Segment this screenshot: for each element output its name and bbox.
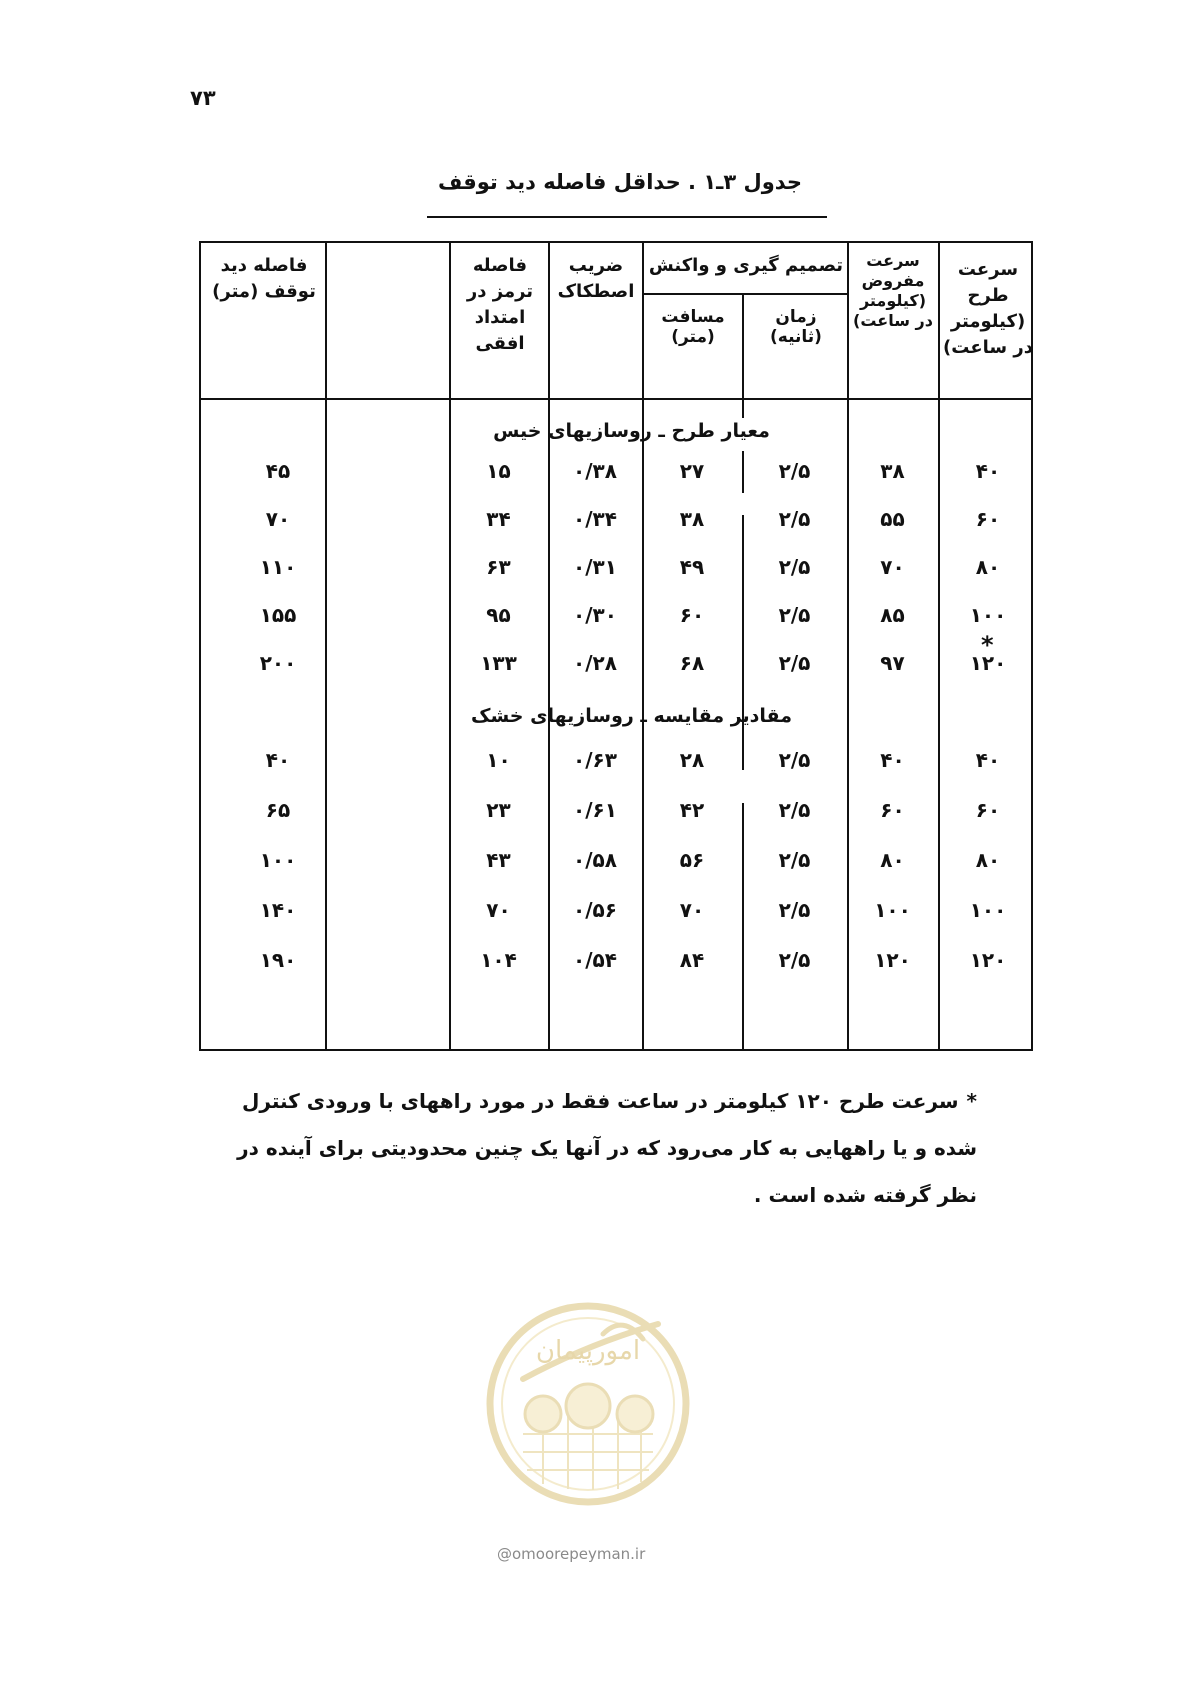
cell-design-speed: ۸۰ (975, 555, 1001, 579)
cell-braking: ۴۳ (486, 848, 511, 872)
cell-distance: ۳۸ (679, 507, 705, 531)
cell-braking: ۱۰ (486, 748, 511, 772)
cell-design-speed: ۶۰ (975, 507, 1001, 531)
cell-distance: ۵۶ (679, 848, 705, 872)
cell-design-speed: ۶۰ (975, 798, 1001, 822)
header-perception-reaction: تصمیم گیری و واکنش (648, 255, 844, 276)
cell-design-speed: ۱۰۰ (969, 898, 1007, 922)
header-sight-distance: فاصله دید توقف (متر) (212, 255, 316, 303)
footnote (232, 1078, 977, 1219)
cell-friction: ۰/۵۶ (573, 898, 617, 922)
table-row (201, 793, 1031, 827)
cell-sight-distance: ۱۰۰ (259, 848, 297, 872)
cell-sight-distance: ۷۰ (265, 507, 291, 531)
cell-assumed-speed: ۶۰ (880, 798, 905, 822)
cell-assumed-speed: ۳۸ (880, 459, 905, 483)
cell-sight-distance: ۱۱۰ (259, 555, 297, 579)
table-row (201, 502, 1031, 536)
cell-sight-distance: ۱۹۰ (259, 948, 297, 972)
header-design-speed: سرعت طرح (کیلومتر در ساعت) (943, 259, 1033, 359)
cell-assumed-speed: ۵۵ (880, 507, 905, 531)
cell-time: ۲/۵ (778, 748, 811, 772)
cell-braking: ۱۰۴ (480, 948, 517, 972)
cell-assumed-speed: ۷۰ (880, 555, 905, 579)
header-bottom-line (201, 398, 1031, 400)
cell-time: ۲/۵ (778, 459, 811, 483)
cell-distance: ۶۰ (679, 603, 705, 627)
cell-time: ۲/۵ (778, 798, 811, 822)
table-title: جدول ۳ـ۱ . حداقل فاصله دید توقف (437, 170, 803, 194)
asterisk-marker: * (981, 631, 994, 659)
cell-braking: ۳۴ (486, 507, 511, 531)
cell-braking: ۲۳ (486, 798, 511, 822)
table-row (201, 743, 1031, 777)
table-row (201, 454, 1031, 488)
cell-assumed-speed: ۸۵ (880, 603, 905, 627)
cell-time: ۲/۵ (778, 603, 811, 627)
cell-sight-distance: ۴۰ (265, 748, 291, 772)
cell-design-speed: ۴۰ (975, 459, 1001, 483)
page-number: ۷۳ (190, 86, 216, 110)
cell-time: ۲/۵ (778, 507, 811, 531)
cell-time: ۲/۵ (778, 651, 811, 675)
cell-distance: ۸۴ (679, 948, 705, 972)
header-friction: ضریب اصطکاک (557, 255, 635, 303)
cell-design-speed: ۱۲۰ (969, 948, 1007, 972)
cell-time: ۲/۵ (778, 555, 811, 579)
table-row (201, 893, 1031, 927)
cell-design-speed: ۱۰۰ (969, 603, 1007, 627)
table-row (201, 943, 1031, 977)
header-braking-distance: فاصله ترمز در امتداد افقی (466, 255, 534, 355)
cell-distance: ۶۸ (679, 651, 705, 675)
cell-distance: ۲۷ (679, 459, 705, 483)
cell-time: ۲/۵ (778, 948, 811, 972)
cell-time: ۲/۵ (778, 848, 811, 872)
cell-friction: ۰/۶۳ (573, 748, 617, 772)
cell-design-speed: ۸۰ (975, 848, 1001, 872)
table-row (201, 646, 1031, 680)
cell-braking: ۱۵ (486, 459, 511, 483)
title-underline (427, 216, 827, 218)
section-title-wet: معیار طرح ـ روسازیهای خیس (493, 420, 770, 442)
watermark-site: @omoorepeyman.ir (497, 1545, 646, 1563)
footnote-text: سرعت طرح ۱۲۰ کیلومتر در ساعت فقط در مورد راههای با ورودی کنترل شده و یا راههایی به کار می‌رود که در آنها یک چنین محدودیتی برای آینده در نظر گرفته شده است . (237, 1089, 977, 1207)
header-distance: مسافت (متر) (661, 307, 725, 348)
cell-friction: ۰/۲۸ (573, 651, 617, 675)
cell-braking: ۷۰ (486, 898, 511, 922)
subheader-line (642, 293, 847, 295)
cell-friction: ۰/۳۴ (573, 507, 617, 531)
cell-braking: ۶۳ (486, 555, 511, 579)
cell-friction: ۰/۵۸ (573, 848, 617, 872)
cell-sight-distance: ۱۴۰ (259, 898, 297, 922)
cell-time: ۲/۵ (778, 898, 811, 922)
cell-braking: ۱۳۳ (480, 651, 517, 675)
column-divider (742, 803, 744, 1051)
cell-distance: ۷۰ (679, 898, 705, 922)
cell-distance: ۲۸ (679, 748, 705, 772)
cell-sight-distance: ۴۵ (265, 459, 291, 483)
cell-assumed-speed: ۱۰۰ (874, 898, 911, 922)
table-row (201, 550, 1031, 584)
cell-distance: ۴۹ (679, 555, 705, 579)
cell-design-speed: ۴۰ (975, 748, 1001, 772)
cell-friction: ۰/۵۴ (573, 948, 617, 972)
table-row (201, 598, 1031, 632)
cell-sight-distance: ۱۵۵ (259, 603, 297, 627)
cell-assumed-speed: ۸۰ (880, 848, 905, 872)
stopping-sight-distance-table (199, 241, 1033, 1051)
header-time: زمان (ثانیه) (770, 307, 822, 348)
cell-friction: ۰/۳۸ (573, 459, 617, 483)
cell-braking: ۹۵ (486, 603, 511, 627)
cell-assumed-speed: ۱۲۰ (874, 948, 911, 972)
cell-friction: ۰/۶۱ (573, 798, 617, 822)
cell-sight-distance: ۲۰۰ (259, 651, 297, 675)
cell-assumed-speed: ۴۰ (880, 748, 905, 772)
cell-design-speed: ۱۲۰ (969, 651, 1007, 675)
header-assumed-speed: سرعت مفروض (کیلومتر در ساعت) (853, 251, 933, 330)
cell-assumed-speed: ۹۷ (880, 651, 905, 675)
watermark-logo-text: امورپیمان (535, 1336, 641, 1366)
table-row (201, 843, 1031, 877)
watermark-logo (483, 1284, 693, 1556)
cell-sight-distance: ۶۵ (265, 798, 291, 822)
cell-distance: ۴۲ (679, 798, 705, 822)
cell-friction: ۰/۳۱ (573, 555, 617, 579)
cell-friction: ۰/۳۰ (573, 603, 617, 627)
footnote-marker: * (966, 1089, 977, 1113)
section-title-dry: مقادیر مقایسه ـ روسازیهای خشک (470, 705, 792, 727)
